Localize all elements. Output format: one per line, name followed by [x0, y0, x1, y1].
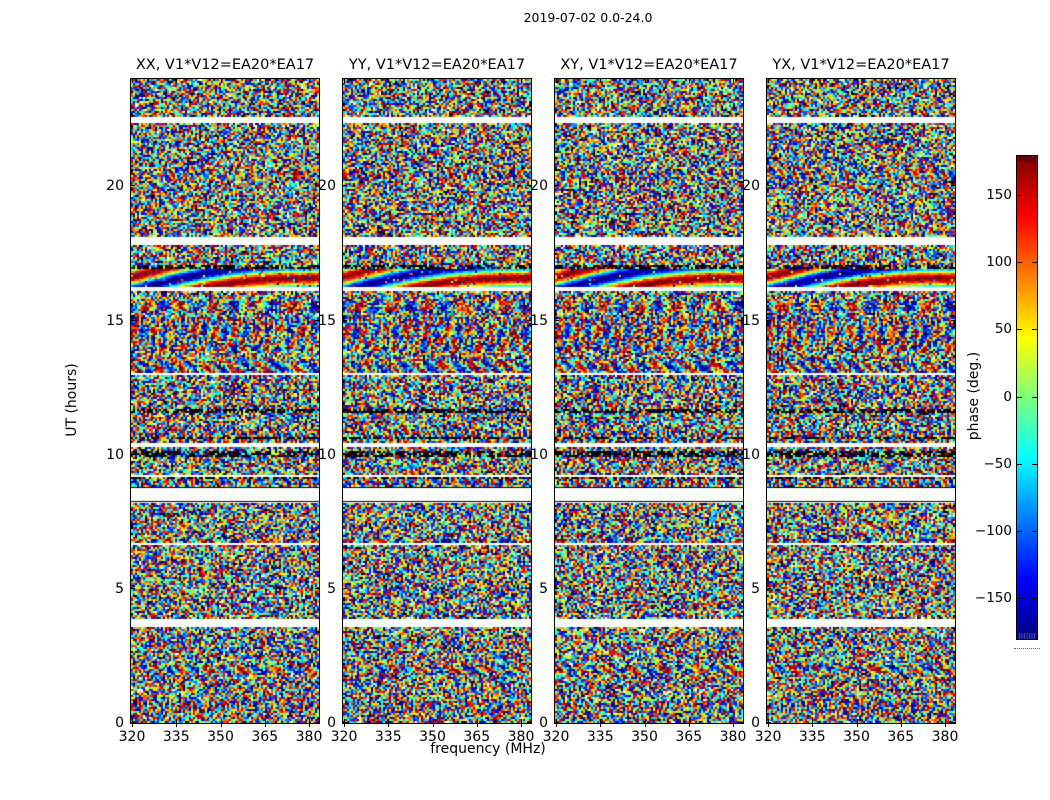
x-tick-mark	[221, 79, 222, 83]
x-tick-label: 380	[295, 729, 323, 745]
x-tick-label: 320	[118, 729, 146, 745]
colorbar-tick-mark	[1017, 464, 1022, 465]
y-tick-label: 5	[115, 580, 124, 597]
y-tick-label: 15	[318, 312, 336, 329]
x-tick-mark	[521, 79, 522, 83]
y-tick-label: 0	[115, 715, 124, 731]
colorbar-tick-mark	[1017, 262, 1022, 263]
x-tick-mark	[901, 79, 902, 83]
y-tick-mark	[951, 588, 955, 589]
x-tick-label: 350	[843, 729, 870, 745]
y-tick-mark	[767, 454, 771, 455]
colorbar-tick-mark	[1017, 531, 1022, 532]
x-tick-mark	[309, 79, 310, 83]
y-tick-mark	[951, 320, 955, 321]
x-tick-label: 380	[931, 729, 959, 745]
y-tick-label: 20	[106, 178, 124, 195]
y-tick-mark	[951, 722, 955, 723]
heatmap-canvas-xx	[131, 79, 319, 723]
panel-title-xy: XY, V1*V12=EA20*EA17	[560, 57, 738, 73]
x-tick-mark	[600, 79, 601, 83]
colorbar-tick-mark	[1032, 464, 1037, 465]
y-tick-label: 0	[751, 715, 760, 731]
x-axis-label: frequency (MHz)	[430, 741, 546, 757]
x-tick-mark	[132, 719, 133, 727]
x-tick-mark	[857, 719, 858, 727]
x-tick-mark	[433, 719, 434, 727]
x-tick-label: 320	[754, 729, 782, 745]
panel-xx	[106, 57, 323, 745]
x-tick-mark	[689, 719, 690, 727]
x-tick-label: 335	[162, 729, 190, 745]
y-tick-label: 15	[530, 312, 548, 329]
heatmap-canvas-yx	[767, 79, 955, 723]
x-tick-mark	[176, 719, 177, 727]
y-tick-mark	[131, 588, 135, 589]
x-tick-mark	[477, 79, 478, 83]
figure-title: 2019-07-02 0.0-24.0	[523, 10, 653, 25]
heatmap-canvas-yy	[343, 79, 531, 723]
x-tick-mark	[645, 719, 646, 727]
y-tick-mark	[555, 722, 559, 723]
colorbar-label: phase (deg.)	[966, 351, 982, 441]
y-tick-label: 10	[530, 446, 548, 463]
y-tick-mark	[555, 454, 559, 455]
x-tick-mark	[945, 719, 946, 727]
colorbar-underline	[1014, 648, 1040, 649]
x-tick-label: 320	[542, 729, 570, 745]
colorbar-tick-mark	[1032, 329, 1037, 330]
x-tick-label: 335	[798, 729, 826, 745]
x-tick-mark	[433, 79, 434, 83]
colorbar-tick-mark	[1032, 195, 1037, 196]
y-tick-label: 15	[742, 312, 760, 329]
colorbar-tick-label: 100	[986, 254, 1012, 271]
colorbar-tick-label: 50	[994, 321, 1012, 338]
x-tick-mark	[645, 79, 646, 83]
y-tick-mark	[343, 454, 347, 455]
y-tick-label: 10	[742, 446, 760, 463]
y-tick-mark	[131, 722, 135, 723]
y-tick-mark	[767, 320, 771, 321]
panel-title-yx: YX, V1*V12=EA20*EA17	[772, 57, 950, 73]
y-tick-mark	[951, 185, 955, 186]
y-tick-label: 20	[318, 178, 336, 195]
panel-title-xx: XX, V1*V12=EA20*EA17	[135, 57, 315, 73]
y-tick-label: 5	[539, 580, 548, 597]
x-tick-label: 365	[675, 729, 703, 745]
y-tick-label: 10	[106, 446, 124, 463]
x-tick-label: 380	[507, 729, 535, 745]
panel-title-yy: YY, V1*V12=EA20*EA17	[348, 57, 526, 73]
x-tick-mark	[812, 719, 813, 727]
y-tick-mark	[131, 185, 135, 186]
y-tick-mark	[555, 185, 559, 186]
y-tick-mark	[555, 320, 559, 321]
y-tick-mark	[767, 185, 771, 186]
y-axis-label: UT (hours)	[64, 363, 80, 437]
x-tick-mark	[733, 79, 734, 83]
x-tick-mark	[388, 79, 389, 83]
x-tick-label: 365	[251, 729, 279, 745]
y-tick-mark	[131, 454, 135, 455]
y-tick-label: 5	[751, 580, 760, 597]
x-tick-mark	[901, 719, 902, 727]
x-tick-mark	[768, 719, 769, 727]
x-tick-mark	[600, 719, 601, 727]
y-tick-mark	[343, 722, 347, 723]
x-tick-mark	[388, 719, 389, 727]
x-tick-mark	[221, 719, 222, 727]
colorbar-tick-mark	[1017, 195, 1022, 196]
x-tick-label: 365	[887, 729, 915, 745]
y-tick-label: 20	[742, 178, 760, 195]
colorbar-tick-label: −50	[983, 455, 1012, 472]
x-tick-mark	[945, 79, 946, 83]
x-tick-mark	[265, 719, 266, 727]
colorbar-tick-mark	[1032, 531, 1037, 532]
x-tick-mark	[132, 79, 133, 83]
x-tick-label: 320	[330, 729, 358, 745]
x-tick-label: 335	[374, 729, 402, 745]
colorbar-tick-mark	[1017, 397, 1022, 398]
y-tick-label: 0	[327, 715, 336, 731]
heatmap-canvas-xy	[555, 79, 743, 723]
x-tick-label: 365	[463, 729, 491, 745]
colorbar-tick-label: −150	[974, 589, 1012, 606]
x-tick-mark	[812, 79, 813, 83]
x-tick-mark	[265, 79, 266, 83]
y-tick-label: 10	[318, 446, 336, 463]
x-tick-mark	[176, 79, 177, 83]
x-tick-mark	[857, 79, 858, 83]
colorbar-tick-mark	[1032, 397, 1037, 398]
x-tick-label: 350	[631, 729, 658, 745]
y-tick-label: 0	[539, 715, 548, 731]
panel-xy	[530, 57, 747, 745]
colorbar-tick-mark	[1017, 598, 1022, 599]
y-tick-mark	[767, 722, 771, 723]
colorbar-tick-label: 150	[986, 187, 1012, 204]
colorbar-tick-label: −100	[974, 522, 1012, 539]
y-tick-mark	[951, 454, 955, 455]
colorbar-tick-mark	[1032, 262, 1037, 263]
x-tick-mark	[689, 79, 690, 83]
x-tick-mark	[768, 79, 769, 83]
x-tick-label: 350	[419, 729, 446, 745]
x-tick-label: 350	[207, 729, 234, 745]
colorbar-tick-mark	[1032, 598, 1037, 599]
y-tick-mark	[343, 588, 347, 589]
x-tick-mark	[477, 719, 478, 727]
colorbar	[1016, 155, 1038, 640]
x-tick-label: 335	[586, 729, 614, 745]
y-tick-mark	[555, 588, 559, 589]
y-tick-label: 15	[106, 312, 124, 329]
y-tick-mark	[343, 185, 347, 186]
y-tick-label: 20	[530, 178, 548, 195]
y-tick-label: 5	[327, 580, 336, 597]
x-tick-mark	[556, 79, 557, 83]
panel-yx	[742, 57, 959, 745]
y-tick-mark	[343, 320, 347, 321]
x-tick-mark	[344, 79, 345, 83]
y-tick-mark	[131, 320, 135, 321]
x-tick-mark	[556, 719, 557, 727]
y-tick-mark	[767, 588, 771, 589]
x-tick-label: 380	[719, 729, 747, 745]
colorbar-tick-mark	[1017, 329, 1022, 330]
colorbar-tick-label: 0	[1003, 388, 1012, 405]
panel-yy	[318, 57, 535, 745]
x-tick-mark	[344, 719, 345, 727]
